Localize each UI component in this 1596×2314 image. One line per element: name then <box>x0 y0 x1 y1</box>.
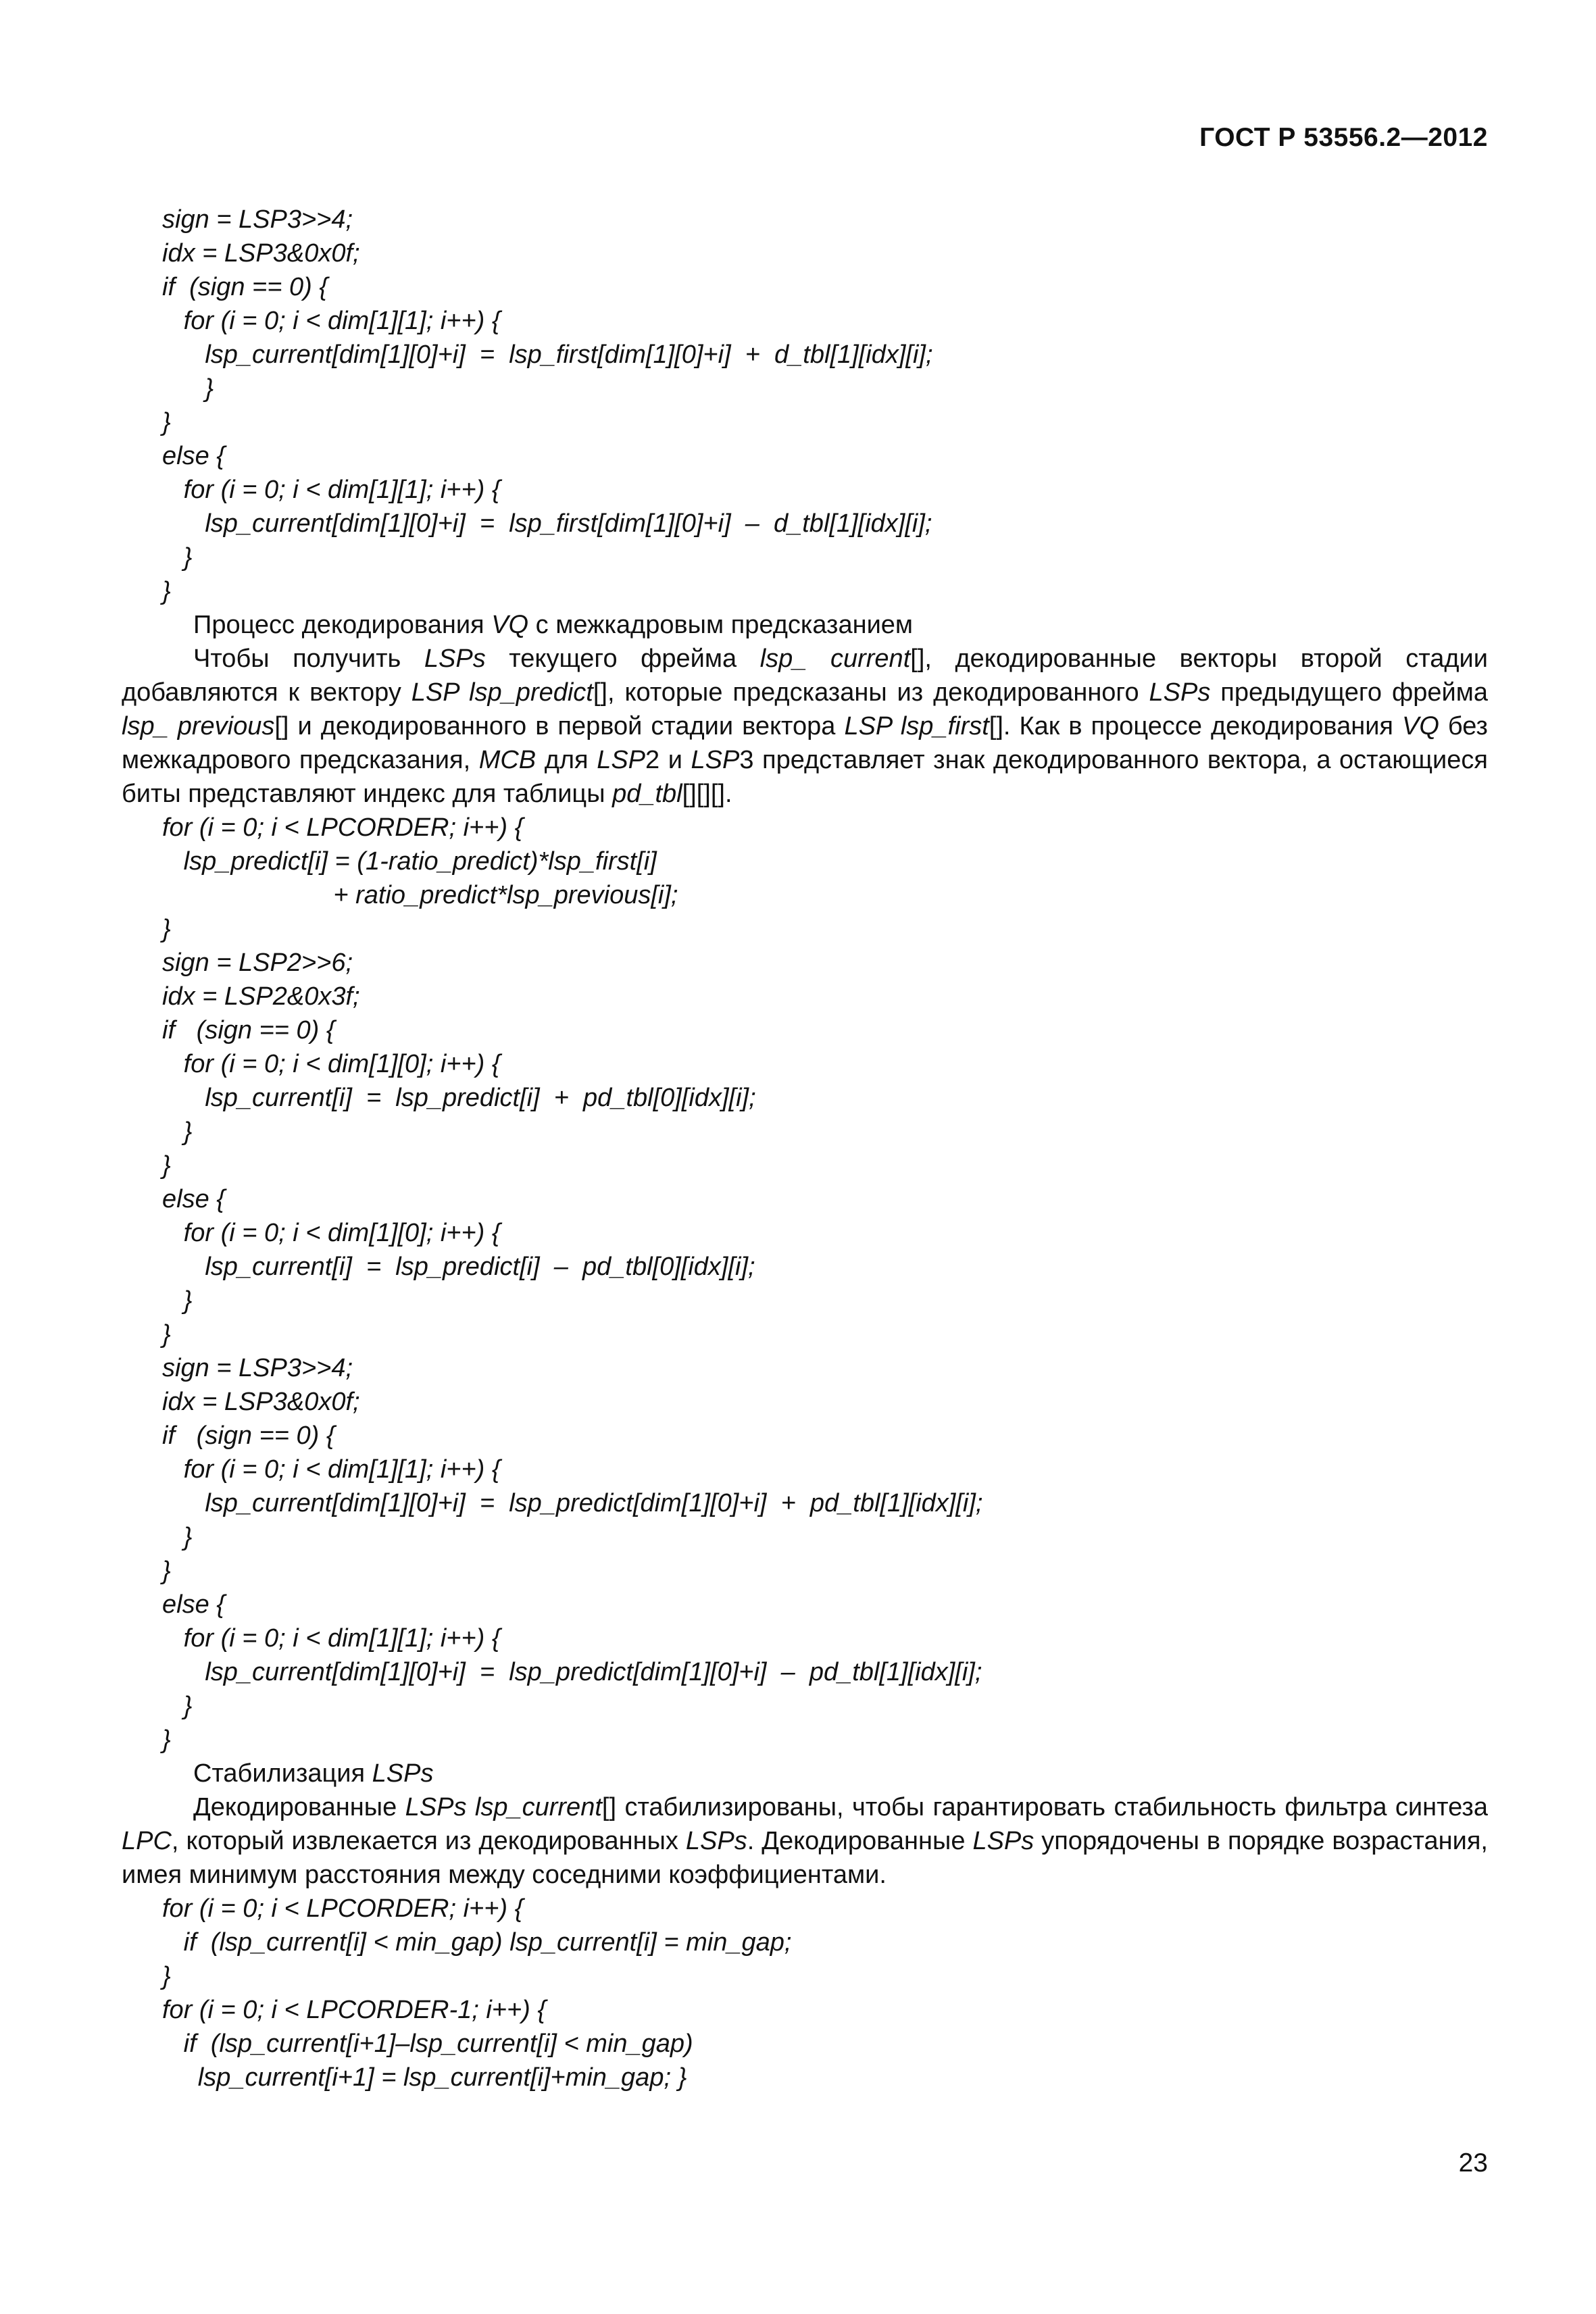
code-line: for (i = 0; i < LPCORDER-1; i++) { <box>162 1996 547 2024</box>
code-line: } <box>162 1962 171 1990</box>
paragraph-interframe-description: Чтобы получить LSPs текущего фрейма lsp_ current[], декодированные векторы второй стадии добавляются к вектору LSP lsp_predict[], которые предсказаны из декодированного LSPs предыдущего фрейма lsp_ previous[] и декодированного в первой стадии вектора LSP lsp_first[]. Как в процессе декодирования VQ без межкадрового предсказания, MCB для LSP2 и LSP3 представляет знак декодированного вектора, а остающиеся биты представляют индекс для таблицы pd_tbl[][][]. <box>122 645 1488 808</box>
code-line: for (i = 0; i < dim[1][1]; i++) { <box>162 1455 501 1484</box>
code-line: } <box>162 1523 193 1551</box>
code-line: } <box>162 1557 171 1585</box>
code-line: if (lsp_current[i+1]–lsp_current[i] < min_gap) <box>162 2030 693 2058</box>
code-line: sign = LSP3>>4; <box>162 205 353 234</box>
page-number: 23 <box>1458 2148 1488 2178</box>
code-line: lsp_current[i] = lsp_predict[i] + pd_tbl[0][idx][i]; <box>162 1084 756 1112</box>
code-line: } <box>162 543 193 572</box>
code-line: } <box>162 374 214 403</box>
code-line: lsp_predict[i] = (1-ratio_predict)*lsp_first[i] <box>162 847 657 876</box>
page-content <box>122 203 1488 2094</box>
code-line: else { <box>162 442 225 470</box>
code-line: idx = LSP3&0x0f; <box>162 1388 360 1416</box>
code-line: else { <box>162 1185 225 1213</box>
code-line: } <box>162 1286 193 1315</box>
code-line: idx = LSP3&0x0f; <box>162 239 360 268</box>
code-line: lsp_current[dim[1][0]+i] = lsp_first[dim[1][0]+i] + d_tbl[1][idx][i]; <box>162 341 933 369</box>
section-heading-interframe-vq: Процесс декодирования VQ с межкадровым предсказанием <box>193 611 914 639</box>
code-line: if (sign == 0) { <box>162 1422 335 1450</box>
code-block-lsp3-decoding <box>122 203 1488 608</box>
code-line: idx = LSP2&0x3f; <box>162 982 360 1011</box>
code-line: for (i = 0; i < dim[1][1]; i++) { <box>162 476 501 504</box>
code-line: } <box>162 408 171 436</box>
code-line: sign = LSP2>>6; <box>162 949 353 977</box>
document-header: ГОСТ Р 53556.2—2012 <box>1199 123 1488 152</box>
code-line: if (sign == 0) { <box>162 1016 335 1045</box>
code-line: else { <box>162 1590 225 1619</box>
code-line: if (lsp_current[i] < min_gap) lsp_current[i] = min_gap; <box>162 1928 792 1957</box>
code-line: } <box>162 1117 193 1146</box>
code-line: } <box>162 1320 171 1349</box>
code-line: for (i = 0; i < dim[1][1]; i++) { <box>162 1624 501 1653</box>
code-line: } <box>162 1726 171 1754</box>
section-heading-lsp-stabilization: Стабилизация LSPs <box>193 1759 434 1788</box>
code-line: for (i = 0; i < dim[1][0]; i++) { <box>162 1050 501 1078</box>
paragraph-stabilization-description: Декодированные LSPs lsp_current[] стабилизированы, чтобы гарантировать стабильность фильтра синтеза LPC, который извлекается из декодированных LSPs. Декодированные LSPs упорядочены в порядке возрастания, имея минимум расстояния между соседними коэффициентами. <box>122 1793 1488 1889</box>
code-line: lsp_current[i] = lsp_predict[i] – pd_tbl[0][idx][i]; <box>162 1253 755 1281</box>
code-line: for (i = 0; i < dim[1][0]; i++) { <box>162 1219 501 1247</box>
code-line: sign = LSP3>>4; <box>162 1354 353 1382</box>
code-line: } <box>162 915 171 943</box>
code-line: } <box>162 577 171 605</box>
code-line: lsp_current[dim[1][0]+i] = lsp_predict[dim[1][0]+i] – pd_tbl[1][idx][i]; <box>162 1658 982 1686</box>
code-line: for (i = 0; i < dim[1][1]; i++) { <box>162 307 501 335</box>
code-block-interframe-prediction <box>122 811 1488 1757</box>
code-line: lsp_current[dim[1][0]+i] = lsp_predict[dim[1][0]+i] + pd_tbl[1][idx][i]; <box>162 1489 983 1517</box>
code-line: for (i = 0; i < LPCORDER; i++) { <box>162 1894 524 1923</box>
code-line: lsp_current[dim[1][0]+i] = lsp_first[dim[1][0]+i] – d_tbl[1][idx][i]; <box>162 509 932 538</box>
code-line: } <box>162 1692 193 1720</box>
code-line: if (sign == 0) { <box>162 273 328 301</box>
code-line: } <box>162 1151 171 1180</box>
code-block-stabilization <box>122 1892 1488 2094</box>
code-line: lsp_current[i+1] = lsp_current[i]+min_gap; } <box>162 2063 687 2092</box>
code-line: for (i = 0; i < LPCORDER; i++) { <box>162 813 524 842</box>
code-line: + ratio_predict*lsp_previous[i]; <box>162 881 678 909</box>
